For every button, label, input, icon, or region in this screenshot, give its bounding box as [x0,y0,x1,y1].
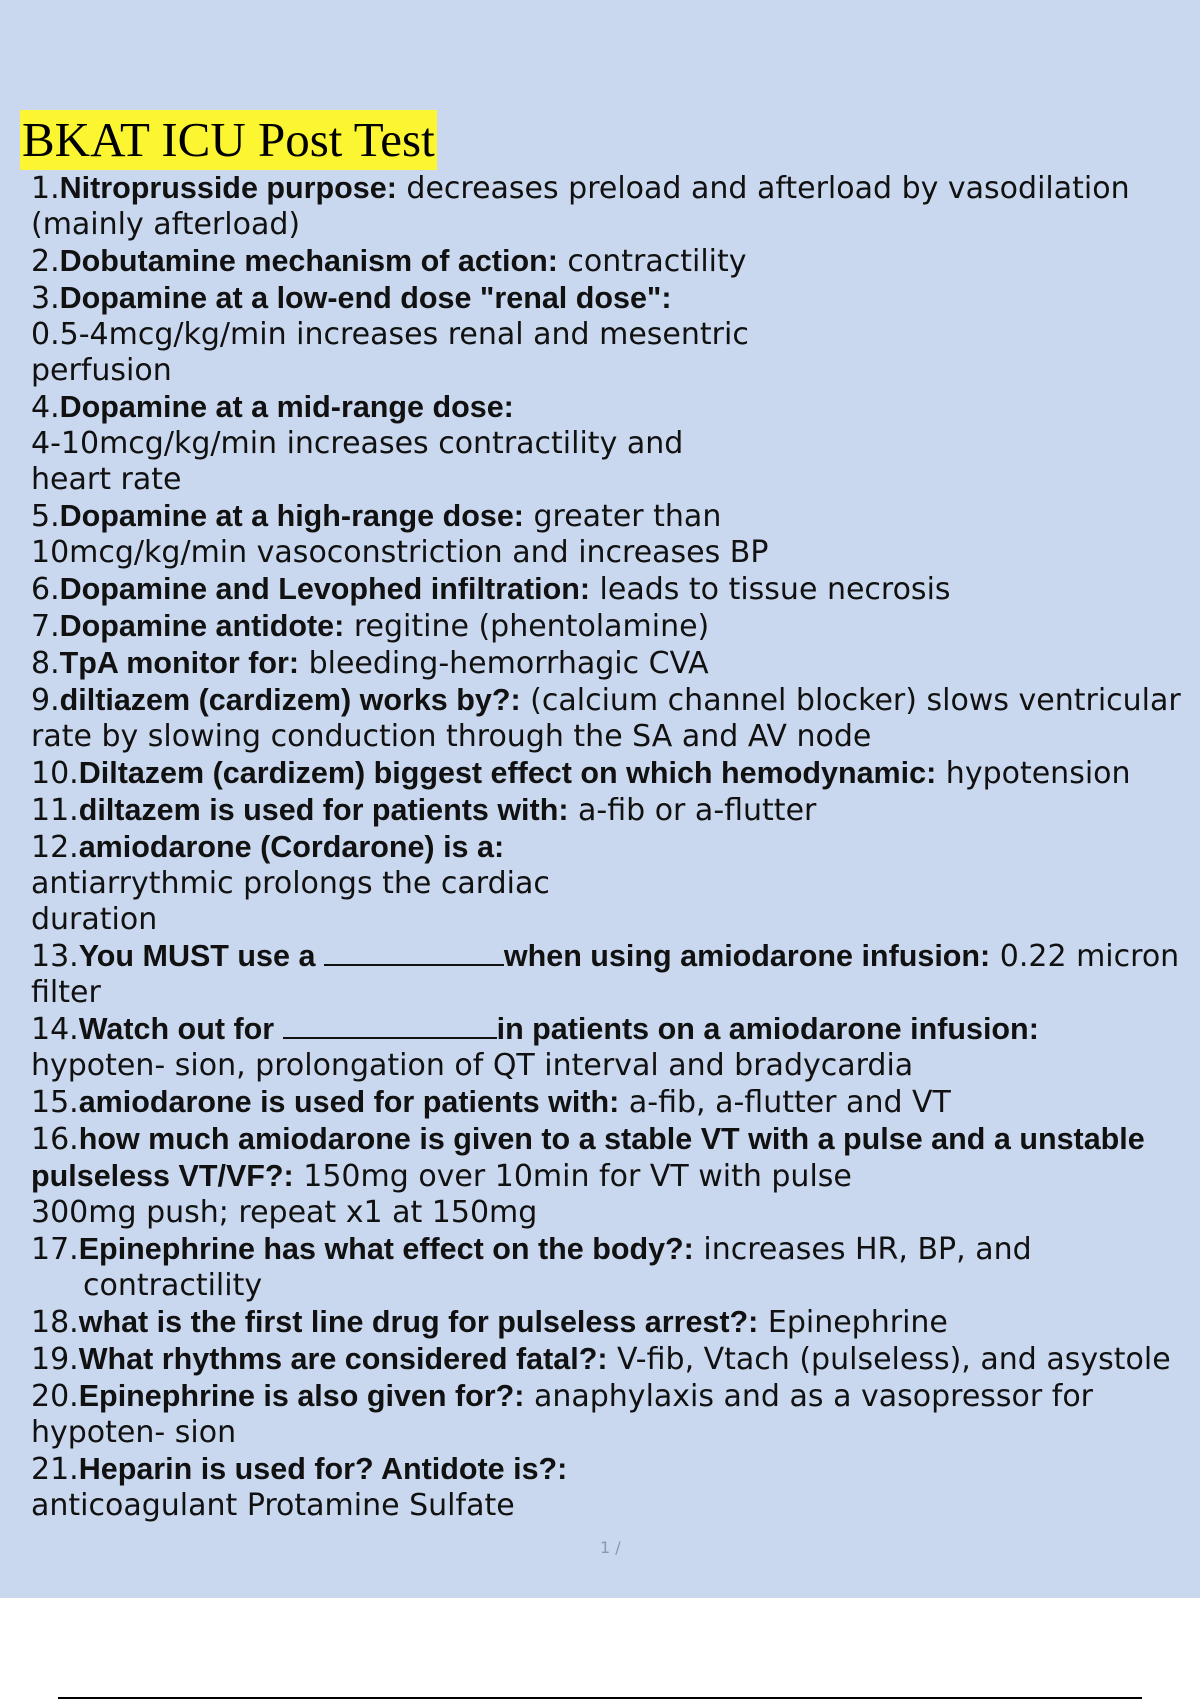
list-item: 10.Diltazem (cardizem) biggest effect on which hemodynamic: hypotension [31,756,1131,791]
list-item: 1.Nitroprusside purpose: decreases preload and afterload by vasodilation (mainly afterload) [31,171,1130,242]
document-title: BKAT ICU Post Test [20,110,437,170]
page-number: 1 / [600,1538,621,1557]
list-item: 12.amiodarone (Cordarone) is a: antiarrythmic prolongs the cardiac duration [31,830,550,937]
list-item: 6.Dopamine and Levophed infiltration: leads to tissue necrosis [31,572,951,607]
list-item: 3.Dopamine at a low-end dose "renal dose": 0.5-4mcg/kg/min increases renal and mesentric perfusion [31,281,749,388]
list-item: 11.diltazem is used for patients with: a-fib or a-flutter [31,793,817,828]
fill-in-blank [283,1017,497,1039]
list-item: 19.What rhythms are considered fatal?: V-fib, Vtach (pulseless), and asystole [31,1342,1171,1377]
list-item: 16.how much amiodarone is given to a stable VT with a pulse and a unstable pulseless VT/VF?: 150mg over 10min for VT with pulse 300mg push; repeat x1 at 150mg [31,1122,1145,1230]
qa-list [31,170,1196,1524]
list-item: 5.Dopamine at a high-range dose: greater than 10mcg/kg/min vasoconstriction and increases BP [31,499,769,570]
list-item: 18.what is the first line drug for pulseless arrest?: Epinephrine [31,1305,948,1340]
list-item: 2.Dobutamine mechanism of action: contractility [31,244,747,279]
list-item: 15.amiodarone is used for patients with: a-fib, a-flutter and VT [31,1085,951,1120]
list-item: 17.Epinephrine has what effect on the body?: increases HR, BP, and contractility [31,1232,1032,1303]
list-item: 4.Dopamine at a mid-range dose: 4-10mcg/kg/min increases contractility and heart rate [31,390,684,497]
list-item: 8.TpA monitor for: bleeding-hemorrhagic CVA [31,646,709,681]
footer-divider [58,1697,1142,1699]
fill-in-blank [324,944,504,966]
list-item: 20.Epinephrine is also given for?: anaphylaxis and as a vasopressor for hypoten- sion [31,1379,1094,1450]
list-item: 7.Dopamine antidote: regitine (phentolamine) [31,609,710,644]
list-item: 9.diltiazem (cardizem) works by?: (calcium channel blocker) slows ventricular rate by slowing conduction through the SA and AV node [31,683,1181,754]
list-item: 13.You MUST use a when using amiodarone infusion: 0.22 micron filter [31,939,1180,1010]
list-item: 21.Heparin is used for? Antidote is?: anticoagulant Protamine Sulfate [31,1452,568,1523]
list-item: 14.Watch out for in patients on a amiodarone infusion: hypoten- sion, prolongation of QT interval and bradycardia [31,1012,1039,1083]
